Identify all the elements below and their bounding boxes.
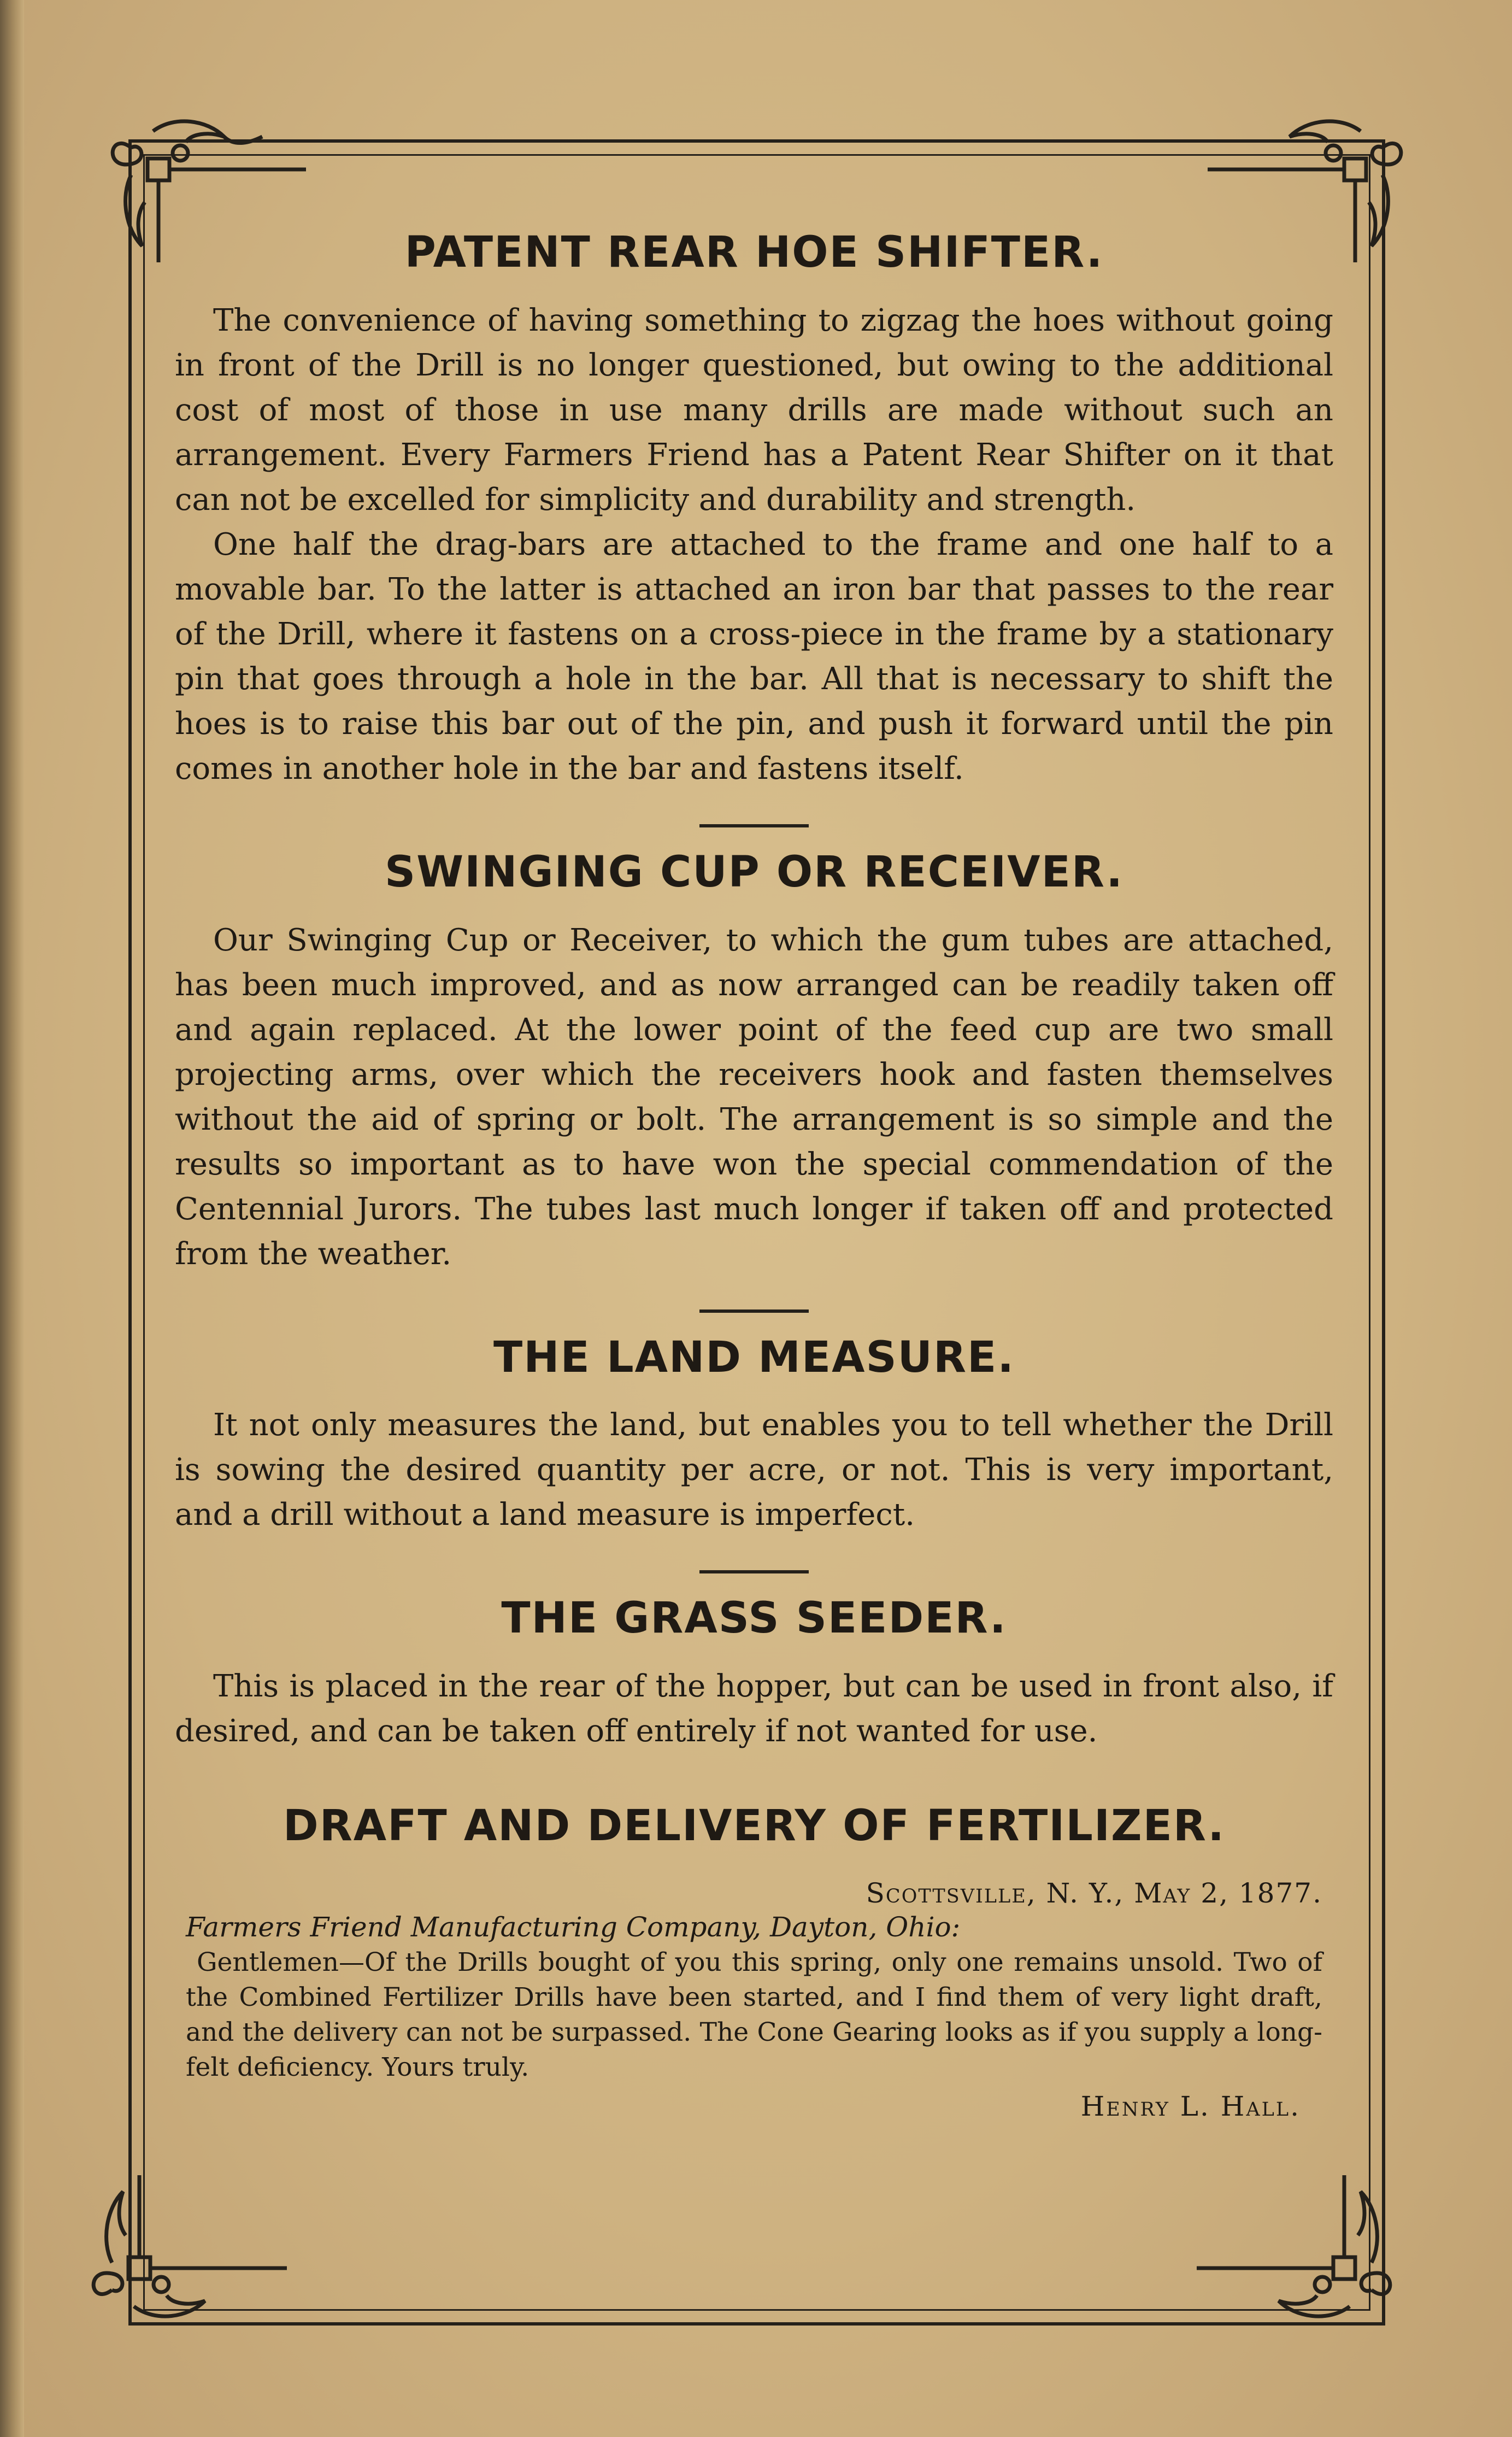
section-heading-swinging-cup: SWINGING CUP OR RECEIVER. (384, 847, 1124, 897)
section-heading-fertilizer: DRAFT AND DELIVERY OF FERTILIZER. (283, 1801, 1225, 1851)
section-divider (699, 1570, 809, 1573)
paragraph: Our Swinging Cup or Receiver, to which the gum tubes are attached, has been much improved, and as now arranged can be readily taken off and again replaced. At the lower point of the feed cup are two small projecting arms, over which the receivers hook and fasten themselves without the aid of spring or bolt. The arrangement is so simple and the results so important as to have won the special commendation of the Centennial Jurors. The tubes last much longer if taken off and protected from the weather. (175, 922, 1333, 1272)
paragraph: One half the drag-bars are attached to the frame and one half to a movable bar. To the latter is attached an iron bar that passes to the rear of the Drill, where it fastens on a cross-piece in the frame by a stationary pin that goes through a hole in the bar. All that is necessary to shift the hoes is to raise this bar out of the pin, and push it forward until the pin comes in another hole in the bar and fastens itself. (175, 526, 1333, 786)
letter-place-date: Scottsville, N. Y., May 2, 1877. (866, 1877, 1322, 1909)
paragraph: This is placed in the rear of the hopper, but can be used in front also, if desired, and can be taken off entirely if not wanted for use. (175, 1669, 1333, 1749)
book-spine-shadow (0, 0, 24, 2437)
section-heading-land-measure: THE LAND MEASURE. (493, 1332, 1015, 1382)
section-divider (699, 824, 809, 827)
paragraph: It not only measures the land, but enables you to tell whether the Drill is sowing the desired quantity per acre, or not. This is very important, and a drill without a land measure is imperfect. (175, 1407, 1333, 1533)
paragraph: The convenience of having something to zigzag the hoes without going in front of the Drill is no longer questioned, but owing to the additional cost of most of those in use many drills are made without such an arrangement. Every Farmers Friend has a Patent Rear Shifter on it that can not be excelled for simplicity and durability and strength. (175, 302, 1333, 518)
letter-body: Gentlemen—Of the Drills bought of you this spring, only one remains unsold. Two of the Combined Fertilizer Drills have been started, and I find them of very light draft, and the delivery can not be surpassed. The Cone Gearing looks as if you supply a long-felt deficiency. Yours truly. (186, 1947, 1322, 2082)
letter-signature: Henry L. Hall. (1080, 2090, 1301, 2122)
letter-addressee: Farmers Friend Manufacturing Company, Dayton, Ohio: (186, 1911, 961, 1943)
page-content (175, 230, 1333, 2263)
section-divider (699, 1309, 809, 1313)
section-heading-hoe-shifter: PATENT REAR HOE SHIFTER. (404, 228, 1104, 277)
section-heading-grass-seeder: THE GRASS SEEDER. (501, 1594, 1007, 1643)
